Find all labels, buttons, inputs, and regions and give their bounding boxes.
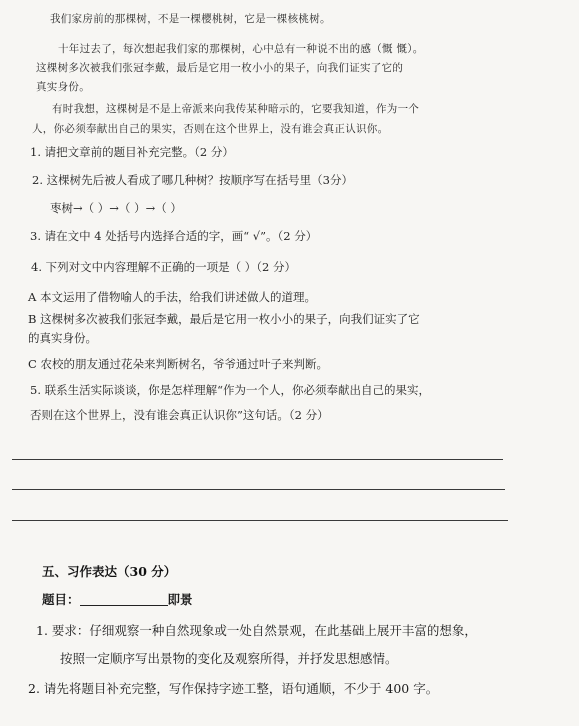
- requirement-1-cont: 按照一定顺序写出景物的变化及观察所得，并抒发思想感情。: [60, 651, 398, 666]
- question-4-option-c[interactable]: C 农校的朋友通过花朵来判断树名，爷爷通过叶子来判断。: [28, 357, 328, 371]
- composition-title-row: [42, 594, 193, 607]
- title-blank[interactable]: [80, 595, 168, 606]
- passage-line-3: 这棵树多次被我们张冠李戴，最后是它用一枚小小的果子，向我们证实了它的: [36, 62, 404, 74]
- answer-line-2[interactable]: [12, 489, 505, 490]
- question-2-answer-chain[interactable]: 枣树→（ ）→（ ）→（ ）: [50, 201, 182, 215]
- question-5-cont: 否则在这个世界上，没有谁会真正认识你”这句话。（2 分）: [30, 408, 329, 422]
- question-3: 3. 请在文中 4 处括号内选择合适的字，画“ √”。（2 分）: [30, 229, 318, 243]
- title-label: 题目：: [42, 592, 80, 607]
- question-4-option-b[interactable]: B 这棵树多次被我们张冠李戴，最后是它用一枚小小的果子，向我们证实了它: [28, 312, 420, 326]
- section-heading: 五、习作表达（30 分）: [42, 564, 177, 579]
- requirement-2: 2. 请先将题目补充完整，写作保持字迹工整，语句通顺，不少于 400 字。: [28, 681, 439, 696]
- passage-line-4: 真实身份。: [36, 81, 90, 93]
- title-suffix: 即景: [167, 592, 193, 607]
- passage-line-6: 人，你必须奉献出自己的果实，否则在这个世界上，没有谁会真正认识你。: [32, 123, 389, 135]
- question-2: 2. 这棵树先后被人看成了哪几种树？按顺序写在括号里（3分）: [32, 173, 353, 187]
- passage-line-2: 十年过去了，每次想起我们家的那棵树，心中总有一种说不出的感（慨 慨）。: [58, 43, 424, 55]
- answer-line-1[interactable]: [12, 459, 503, 460]
- question-5: 5. 联系生活实际谈谈，你是怎样理解“作为一个人，你必须奉献出自己的果实，: [30, 383, 431, 397]
- question-4: 4. 下列对文中内容理解不正确的一项是（ ）（2 分）: [31, 260, 297, 274]
- question-4-option-a[interactable]: A 本文运用了借物喻人的手法，给我们讲述做人的道理。: [28, 290, 316, 304]
- passage-line-5: 有时我想，这棵树是不是上帝派来向我传某种暗示的，它要我知道，作为一个: [52, 103, 420, 115]
- passage-line-1: 我们家房前的那棵树，不是一棵樱桃树，它是一棵核桃树。: [50, 13, 331, 25]
- question-4-option-b-cont: 的真实身份。: [28, 331, 97, 345]
- question-1: 1. 请把文章前的题目补充完整。（2 分）: [30, 145, 234, 159]
- requirement-1: 1. 要求：仔细观察一种自然现象或一处自然景观，在此基础上展开丰富的想象，: [36, 623, 477, 638]
- answer-line-3[interactable]: [12, 520, 508, 521]
